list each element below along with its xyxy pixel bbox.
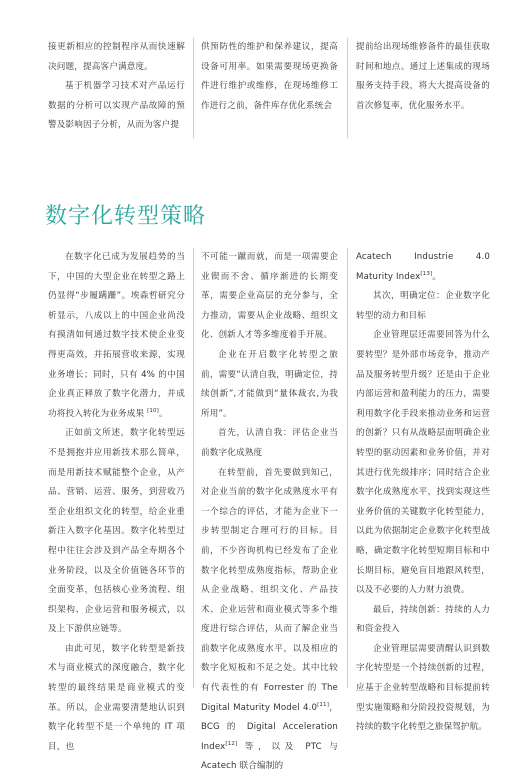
paragraph-text: 在数字化已成为发展趋势的当下，中国的大型企业在转型之路上仍显得“步履蹒跚”。埃森哲研究分析显示，八成以上的中国企业尚没有摸清如何通过数字技术使企业变得更高效，并拓展营收来源，实现业务增长；同时，只有 4% 的中国企业真正释放了数字化潜力，并成功将投入转化为业务成果 [48, 252, 185, 419]
paragraph: 正如前文所述，数字化转型远不是拥抱并应用新技术那么简单，而是用新技术赋能整个企业，从产品、营销、运营、服务，到营收乃至企业组织文化的转型，给企业重新注入数字化基因。数字化转型过程中往往会涉及到产品全寿期各个业务阶段，以及全价值链各环节的全面变革，包括核心业务流程、组织架构、企业运营和服务模式，以及上下游供应链等。 [48, 428, 185, 635]
paragraph: 企业在开启数字化转型之旅前，需要“认清自我，明确定位，持续创新”,才能做到“量体裁衣,为我所用”。 [201, 349, 338, 419]
paragraph [356, 248, 490, 287]
column-divider [193, 38, 194, 138]
paragraph-text: Acatech Industrie 4.0 Maturity Index [356, 252, 490, 282]
subheading: 首先，认清自我：评估企业当前数字化成熟度 [201, 428, 338, 458]
citation: [10] [147, 407, 159, 414]
paragraph-text: 在转型前，首先要做到知己，对企业当前的数字化成熟度水平有一个综合的评估，才能为企业下一步转型制定合理可行的目标。目前，不少咨询机构已经发布了企业数字化转型成熟度指标，帮助企业从企业战略、组织文化、产品技术、企业运营和商业模式等多个维度进行综合评估，从而了解企业当前数字化成熟度水平，以及相应的数字化短板和不足之处。其中比较有代表性的有 Forrester 的 The Digital Maturity Model 4.0 [201, 467, 338, 713]
citation: [13] [420, 270, 433, 277]
top-column-3 [356, 38, 490, 116]
top-column-2 [201, 38, 338, 116]
paragraph-text: ，BCG 的 Digital Acceleration Index [201, 702, 338, 752]
body-column-3 [356, 248, 490, 738]
paragraph: 企业管理层还需要回答为什么要转型？是外部市场竞争，推动产品及服务转型升级？还是由于企业内部运营和盈利能力的压力，需要利用数字化手段来推动业务和运营的创新？只有从战略层面明确企业转型的驱动因素和业务价值，并对其进行优先级排序；同时结合企业数字化成熟度水平，找到实现这些业务价值的关键数字化转型能力，以此为依据制定企业数字化转型战略，确定数字化转型短期目标和中长期目标，避免盲目地跟风转型，以及不必要的人力财力浪费。 [356, 330, 490, 596]
paragraph [48, 248, 185, 424]
paragraph: 基于机器学习技术对产品运行数据的分析可以实现产品故障的预警及影响因子分析，从而为客户提 [48, 81, 185, 131]
subheading: 最后，持续创新：持续的人力和资金投入 [356, 604, 490, 635]
section-title: 数字化转型策略 [45, 204, 207, 229]
top-column-1 [48, 38, 185, 136]
citation: [12] [225, 740, 238, 747]
paragraph-tail: 。 [432, 271, 442, 282]
paragraph: 接更新相应的控制程序从而快速解决问题，提高客户满意度。 [48, 42, 185, 72]
paragraph: 不可能一蹴而就，而是一项需要企业锲而不舍、循序渐进的长期变革，需要企业高层的充分参与，全力推动，需要从企业战略、组织文化、创新人才等多维度着手开展。 [201, 252, 338, 341]
column-divider [193, 248, 194, 688]
paragraph-tail: 。 [158, 408, 168, 419]
body-column-2 [201, 248, 338, 777]
paragraph: 企业管理层需要清醒认识到数字化转型是一个持续创新的过程，应基于企业转型战略和目标提前转型实施策略和分阶段投资规划，为持续的数字化转型之旅保驾护航。 [356, 643, 490, 733]
paragraph: 提前给出现场维修备件的最佳获取时间和地点。通过上述集成的现场服务支持手段，将大大提高设备的首次修复率，优化服务水平。 [356, 42, 490, 111]
paragraph-tail: 等，以及 PTC 与 Acatech 联合编制的 [201, 741, 338, 772]
column-divider [347, 248, 348, 688]
paragraph: 由此可见，数字化转型是新技术与商业模式的深度融合，数字化转型的最终结果是商业模式的变革。所以，企业需要清楚地认识到数字化转型不是一个单纯的 IT 项目，也 [48, 643, 185, 752]
paragraph [201, 464, 338, 777]
subheading: 其次，明确定位：企业数字化转型的动力和目标 [356, 291, 490, 321]
paragraph: 供预防性的维护和保养建议，提高设备可用率。如果需要现场更换备件进行维护或维修，在现场维修工作进行之前，备件库存优化系统会 [201, 42, 338, 111]
body-column-1 [48, 248, 185, 757]
citation: [11] [317, 701, 329, 708]
column-divider [347, 38, 348, 138]
